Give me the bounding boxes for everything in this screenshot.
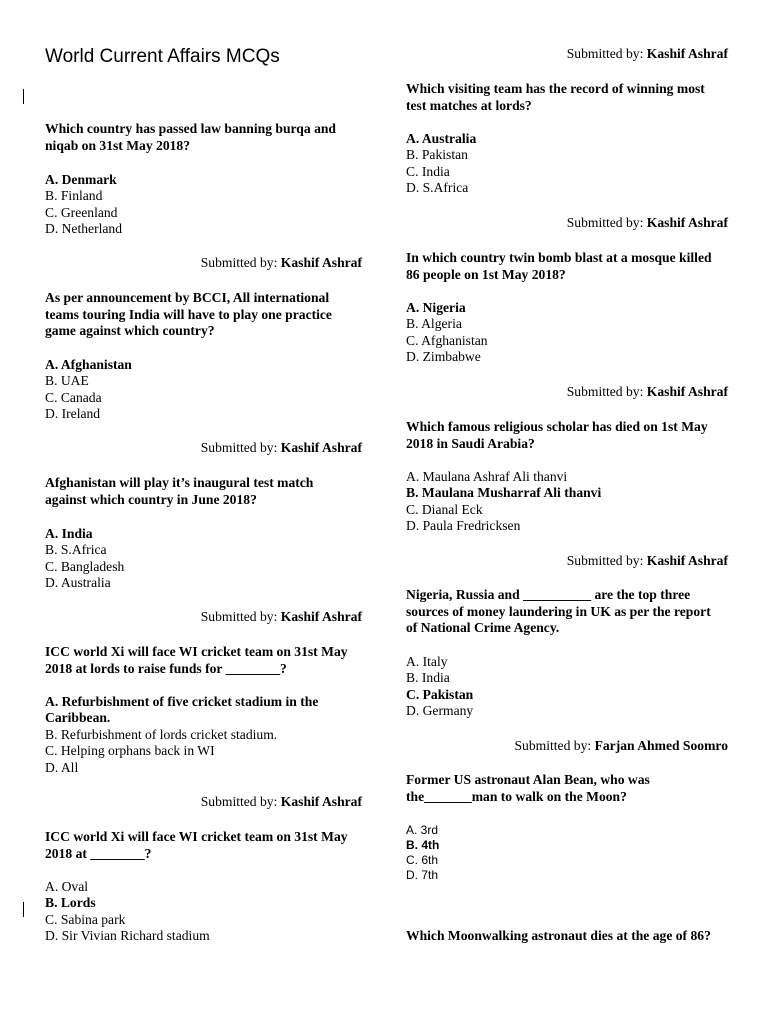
option-correct: A. Afghanistan [45,357,132,372]
options-list [406,654,473,720]
submitted-by [567,553,728,569]
options-list [406,823,439,883]
options-list [406,131,476,197]
option: B. Finland [45,188,103,204]
question-text: Which country has passed law banning burqa and niqab on 31st May 2018? [45,121,336,153]
submitted-by [567,384,728,400]
option-correct: A. India [45,526,93,541]
question-text: ICC world Xi will face WI cricket team on 31st May 2018 at ________? [45,829,348,861]
option: D. 7th [406,868,439,882]
option: B. Refurbishment of lords cricket stadium. [45,726,278,742]
text-cursor-mark [23,89,24,104]
option: D. Sir Vivian Richard stadium [45,928,210,944]
submitter-name: Farjan Ahmed Soomro [594,738,728,753]
option: D. S.Africa [406,180,469,196]
option: A. Italy [406,654,448,669]
submitted-by [567,215,728,231]
submitter-name: Kashif Ashraf [646,46,728,61]
option-correct: A. Refurbishment of five cricket stadium in the Caribbean. [45,694,319,726]
submitted-label: Submitted by: [566,215,644,230]
option: C. Dianal Eck [406,501,483,517]
option: A. Oval [45,879,89,894]
submitted-by [567,46,728,62]
text-cursor-mark [23,902,24,917]
submitted-by [201,609,362,625]
options-list [45,357,132,423]
page-title: World Current Affairs MCQs [45,46,280,67]
submitted-label: Submitted by: [200,440,278,455]
option: D. All [45,759,79,775]
submitted-label: Submitted by: [514,738,592,753]
submitter-name: Kashif Ashraf [646,384,728,399]
option-correct: C. Pakistan [406,686,474,702]
question-text: Nigeria, Russia and __________ are the top three sources of money laundering in UK as per the report of National Crime Agency. [406,587,711,636]
option: A. 3rd [406,823,439,837]
option: B. Pakistan [406,147,468,163]
options-list [45,172,122,238]
submitted-label: Submitted by: [200,794,278,809]
submitted-label: Submitted by: [566,46,644,61]
options-list [406,469,601,535]
question-text: Which visiting team has the record of winning most test matches at lords? [406,81,705,113]
option-correct: B. Maulana Musharraf Ali thanvi [406,485,602,501]
option: C. Helping orphans back in WI [45,743,215,759]
option: C. Sabina park [45,911,126,927]
submitted-by [201,794,362,810]
option: D. Germany [406,703,474,719]
option: B. S.Africa [45,542,107,558]
option-correct: B. 4th [406,838,440,852]
question-text: Former US astronaut Alan Bean, who was the_______man to walk on the Moon? [406,772,650,804]
submitter-name: Kashif Ashraf [280,440,362,455]
submitter-name: Kashif Ashraf [646,215,728,230]
option: D. Australia [45,575,111,591]
submitted-by [201,255,362,271]
submitted-by [201,440,362,456]
option-correct: B. Lords [45,895,96,911]
question-text: ICC world Xi will face WI cricket team on 31st May 2018 at lords to raise funds for ________? [45,644,348,676]
option: C. Canada [45,389,102,405]
option: C. Greenland [45,204,118,220]
submitter-name: Kashif Ashraf [280,609,362,624]
option-correct: A. Nigeria [406,300,466,315]
options-list [45,694,355,776]
option: D. Ireland [45,406,101,422]
question-text: Which Moonwalking astronaut dies at the age of 86? [406,928,711,943]
option: C. Bangladesh [45,558,125,574]
option: C. India [406,163,450,179]
option-correct: A. Australia [406,131,477,146]
option: C. Afghanistan [406,332,488,348]
option: D. Zimbabwe [406,349,481,365]
option: B. UAE [45,373,89,389]
options-list [45,879,210,945]
options-list [406,300,488,366]
option: D. Netherland [45,221,123,237]
submitter-name: Kashif Ashraf [280,255,362,270]
submitted-by [515,738,729,754]
option: D. Paula Fredricksen [406,518,521,534]
option: B. India [406,670,450,686]
question-text: As per announcement by BCCI, All international teams touring India will have to play one practice game against which country? [45,290,332,339]
submitted-label: Submitted by: [566,384,644,399]
option-correct: A. Denmark [45,172,117,187]
option: A. Maulana Ashraf Ali thanvi [406,469,568,484]
options-list [45,526,124,592]
submitter-name: Kashif Ashraf [646,553,728,568]
submitted-label: Submitted by: [200,609,278,624]
submitter-name: Kashif Ashraf [280,794,362,809]
option: B. Algeria [406,316,462,332]
submitted-label: Submitted by: [566,553,644,568]
question-text: In which country twin bomb blast at a mosque killed 86 people on 1st May 2018? [406,250,712,282]
question-text: Which famous religious scholar has died on 1st May 2018 in Saudi Arabia? [406,419,708,451]
question-text: Afghanistan will play it’s inaugural test match against which country in June 2018? [45,475,314,507]
option: C. 6th [406,853,439,867]
submitted-label: Submitted by: [200,255,278,270]
